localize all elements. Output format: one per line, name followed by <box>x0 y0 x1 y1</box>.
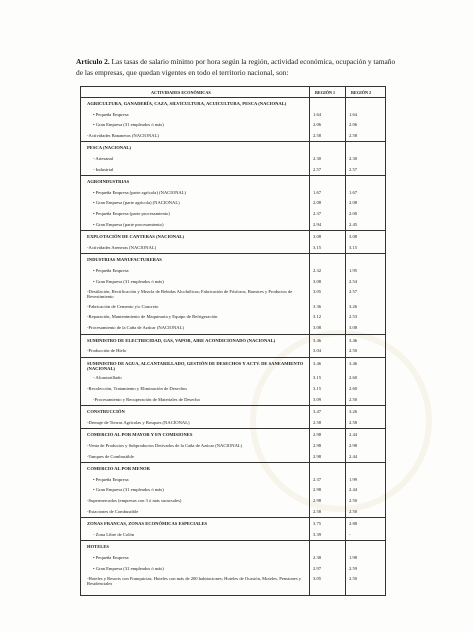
table-row <box>81 409 385 416</box>
region-2-value: 2.57 <box>349 166 358 172</box>
region-1-value: 2.98 <box>313 453 322 459</box>
region-1-value: 3.47 <box>313 409 322 415</box>
region-2-value: 3.08 <box>349 234 358 240</box>
region-1-value: 2.06 <box>313 122 322 128</box>
region-2-value: 2.98 <box>349 443 358 448</box>
table-row <box>81 112 385 119</box>
region-1-value: 2.98 <box>313 498 322 503</box>
wage-table <box>80 86 386 596</box>
section-divider <box>81 517 385 518</box>
region-2-value: 2.00 <box>349 211 358 216</box>
row-label: -Recolección, Tratamiento y Eliminación de Desechos <box>87 386 188 391</box>
row-label: • Pequeña Empresa <box>93 268 129 273</box>
row-label: • Pequeña Empresa (parte procesamiento) <box>93 211 170 216</box>
region-2-value: 2.06 <box>349 122 358 128</box>
table-row <box>81 454 385 461</box>
row-label: -Fabricación de Cemento y/o Concreto <box>87 303 159 309</box>
table-row <box>81 509 385 516</box>
row-label: -Drenaje de Tierras Agrícolas y Bosques (NACIONAL) <box>87 419 190 425</box>
table-row <box>81 268 385 275</box>
region-1-value: 2.58 <box>313 508 322 514</box>
section-divider <box>81 540 385 541</box>
table-row <box>81 133 385 140</box>
region-2-value: 1.99 <box>349 476 358 482</box>
region-2-value: 2.50 <box>349 498 358 503</box>
table-header <box>81 87 385 98</box>
region-1-value: 3.15 <box>313 244 322 250</box>
region-2-value: 3.08 <box>349 325 358 330</box>
region-2-value: - <box>349 531 351 537</box>
region-2-value: 2.54 <box>349 278 358 284</box>
region-1-value: 3.36 <box>313 303 322 309</box>
row-label: SUMINISTRO DE AGUA, ALCANTARILLADO, GESTIÓN DE DESECHOS Y ACTV. DE SANEAMIENTO (NACIONAL) <box>87 360 304 371</box>
row-label: -Reparación, Mantenimiento de Maquinaria y Equipo de Refrigeración <box>87 314 218 320</box>
row-label: SUMINISTRO DE ELECTRICIDAD, GAS, VAPOR, AIRE ACONDICIONADO (NACIONAL) <box>87 337 276 343</box>
table-row <box>81 544 385 551</box>
article-text: Las tasas de salario mínimo por hora según la región, actividad económica, ocupación y tamaño de las empresas, que quedan vigentes en todo el territorio nacional, son: <box>76 57 396 77</box>
region-1-value: 2.97 <box>313 565 322 571</box>
table-row <box>81 211 385 218</box>
region-1-value: 3.15 <box>313 386 322 391</box>
region-2-value: 3.46 <box>349 337 358 343</box>
table-row <box>81 348 385 355</box>
table-row <box>81 304 385 311</box>
region-2-value: 2.60 <box>349 375 358 381</box>
header-activity: ACTIVIDADES ECONÓMICAS <box>151 90 211 95</box>
region-1-value: 3.15 <box>313 375 322 381</box>
region-2-value: 3.26 <box>349 409 358 415</box>
section-divider <box>81 462 385 463</box>
region-1-value: 3.08 <box>313 325 322 330</box>
region-2-value: 2.60 <box>349 386 358 391</box>
row-label: • Gran Empresa (31 empleados ó más) <box>93 278 164 284</box>
row-label: • Pequeña Empresa <box>93 555 129 560</box>
region-1-value: 3.05 <box>313 576 322 582</box>
table-row <box>81 386 385 393</box>
table-row <box>81 314 385 321</box>
region-1-value: 3.46 <box>313 360 322 366</box>
row-label: HOTELES <box>87 544 109 550</box>
region-1-value: 3.05 <box>313 289 322 295</box>
region-1-value: 2.98 <box>313 443 322 448</box>
table-row <box>81 101 385 108</box>
region-2-value: 1.98 <box>349 555 358 560</box>
table-row <box>81 179 385 186</box>
region-1-value: 2.37 <box>313 476 322 482</box>
region-2-value: 2.53 <box>349 314 358 320</box>
table-row <box>81 190 385 197</box>
table-row <box>81 432 385 439</box>
row-label: • Pequeña Empresa (parte agrícola) (NACIONAL) <box>93 189 187 195</box>
table-row <box>81 443 385 450</box>
row-label: -Procesamiento y Recuperación de Materiales de Desecho <box>93 396 200 402</box>
region-1-value: 2.08 <box>313 200 322 206</box>
region-2-value: 2.57 <box>349 289 358 295</box>
region-1-value: 3.08 <box>313 278 322 284</box>
table-row <box>81 397 385 404</box>
region-1-value: 2.57 <box>313 166 322 172</box>
row-label: COMERCIO AL POR MENOR <box>87 466 150 472</box>
table-row <box>81 122 385 129</box>
region-1-value: 2.38 <box>313 555 322 560</box>
table-row <box>81 361 385 372</box>
row-label: EXPLOTACIÓN DE CANTERAS (NACIONAL) <box>87 234 185 240</box>
row-label: • Gran Empresa (31 empleados ó más) <box>93 565 164 571</box>
row-label: COMERCIO AL POR MAYOR Y EN COMISIONES <box>87 432 193 438</box>
region-2-value: 2.59 <box>349 565 358 571</box>
row-label: - Artesanal <box>93 156 114 161</box>
table-row <box>81 576 385 587</box>
region-1-value: 3.46 <box>313 337 322 343</box>
section-divider <box>81 230 385 231</box>
table-row <box>81 279 385 286</box>
section-divider <box>81 253 385 254</box>
region-1-value: 1.64 <box>313 111 322 117</box>
table-row <box>81 200 385 207</box>
row-label: -Procesamiento de la Caña de Azúcar (NACIONAL) <box>87 325 184 330</box>
region-2-value: 2.50 <box>349 576 358 582</box>
region-1-value: 3.08 <box>313 234 322 240</box>
row-label: - Alcantarillado <box>93 375 122 381</box>
region-1-value: 2.98 <box>313 432 322 438</box>
table-row <box>81 257 385 264</box>
row-label: AGROINDUSTRIAS <box>87 179 130 185</box>
row-label: -Venta de Productos y Subproductos Derivados de la Caña de Azúcar (NACIONAL) <box>87 443 243 448</box>
row-label: -Estaciones de Combustible <box>87 508 139 514</box>
row-label: - Zona Libre de Colón <box>93 531 135 537</box>
region-1-value: 3.39 <box>313 531 322 537</box>
row-label: AGRICULTURA, GANADERÍA, CAZA, SILVICULTURA, ACUICULTURA, PESCA (NACIONAL) <box>87 101 287 106</box>
region-2-value: 2.50 <box>349 396 358 402</box>
region-1-value: 1.67 <box>313 189 322 195</box>
region-1-value: 3.75 <box>313 521 322 527</box>
table-row <box>81 521 385 528</box>
table-row <box>81 566 385 573</box>
region-2-value: 2.45 <box>349 221 358 227</box>
row-label: CONSTRUCCIÓN <box>87 409 125 415</box>
section-divider <box>81 175 385 176</box>
row-label: -Destilación, Rectificación y Mezcla de Bebidas Alcohólicas; Fabricación de Fósforos, Barnices y Productos de Revestimiento <box>87 289 293 300</box>
region-1-value: 2.32 <box>313 268 322 273</box>
region-1-value: 2.58 <box>313 419 322 425</box>
table-row <box>81 477 385 484</box>
region-2-value: 2.58 <box>349 132 358 138</box>
region-2-value: 2.50 <box>349 348 358 354</box>
region-2-value: 2.58 <box>349 419 358 425</box>
row-label: ZONAS FRANCAS, ZONAS ECONÓMICAS ESPECIALES <box>87 521 208 527</box>
region-1-value: 2.94 <box>313 221 322 227</box>
table-row <box>81 338 385 345</box>
section-divider <box>81 357 385 358</box>
table-row <box>81 234 385 241</box>
region-1-value: 3.12 <box>313 314 322 320</box>
region-2-value: 2.88 <box>349 521 358 527</box>
section-divider <box>81 428 385 429</box>
row-label: -Producción de Hielo <box>87 348 127 354</box>
row-label: • Gran Empresa (parte agrícola) (NACIONAL) <box>93 200 180 206</box>
table-row <box>81 167 385 174</box>
intro-paragraph <box>76 56 396 78</box>
region-2-value: 3.15 <box>349 244 358 250</box>
region-2-value: 2.30 <box>349 156 358 161</box>
region-2-value: 2.44 <box>349 432 358 438</box>
row-label: - Industrial <box>93 166 114 172</box>
region-2-value: 3.46 <box>349 360 358 366</box>
table-row <box>81 145 385 152</box>
row-label: -Actividades Areneras (NACIONAL) <box>87 244 157 250</box>
row-label: -Supermercados (empresas con 3 ó más sucursales) <box>87 498 182 503</box>
row-label: • Gran Empresa (31 empleados ó más) <box>93 122 164 128</box>
row-label: • Pequeña Empresa <box>93 476 129 482</box>
row-label: -Actividades Bananeras (NACIONAL) <box>87 132 159 138</box>
region-2-value: 2.08 <box>349 200 358 206</box>
region-2-value: 3.26 <box>349 303 358 309</box>
table-row <box>81 498 385 505</box>
table-row <box>81 156 385 163</box>
section-divider <box>81 334 385 335</box>
section-divider <box>81 405 385 406</box>
table-row <box>81 466 385 473</box>
row-label: -Hoteles y Resorts con Franquicias; Hoteles con más de 200 habitaciones; Hoteles de Ocasión, Moteles, Pensiones y Residenciales <box>87 576 302 587</box>
article-title: Artículo 2. <box>76 57 110 66</box>
region-2-value: 1.64 <box>349 111 358 117</box>
table-row <box>81 289 385 300</box>
region-2-value: 2.44 <box>349 453 358 459</box>
table-row <box>81 245 385 252</box>
row-label: • Gran Empresa (parte procesamiento) <box>93 221 164 227</box>
row-label: INDUSTRIAS MANUFACTURERAS <box>87 257 162 263</box>
table-row <box>81 555 385 562</box>
region-1-value: 3.04 <box>313 348 322 354</box>
region-1-value: 2.98 <box>313 487 322 493</box>
row-label: • Pequeña Empresa <box>93 111 129 117</box>
region-2-value: 2.44 <box>349 487 358 493</box>
row-label: -Tanques de Combustible <box>87 453 134 459</box>
region-2-value: 1.67 <box>349 189 358 195</box>
header-region-2: REGIÓN 2 <box>351 90 372 95</box>
table-row <box>81 375 385 382</box>
region-1-value: 2.37 <box>313 211 322 216</box>
table-row <box>81 325 385 332</box>
table-row <box>81 532 385 539</box>
region-1-value: 2.58 <box>313 132 322 138</box>
table-row <box>81 222 385 229</box>
table-row <box>81 420 385 427</box>
region-2-value: 2.50 <box>349 508 358 514</box>
table-row <box>81 487 385 494</box>
section-divider <box>81 141 385 142</box>
row-label: • Gran Empresa (31 empleados ó más) <box>93 487 164 493</box>
header-region-1: REGIÓN 1 <box>315 90 336 95</box>
row-label: PESCA (NACIONAL) <box>87 145 132 151</box>
region-1-value: 2.30 <box>313 156 322 161</box>
region-2-value: 1.95 <box>349 268 358 273</box>
region-1-value: 3.09 <box>313 396 322 402</box>
